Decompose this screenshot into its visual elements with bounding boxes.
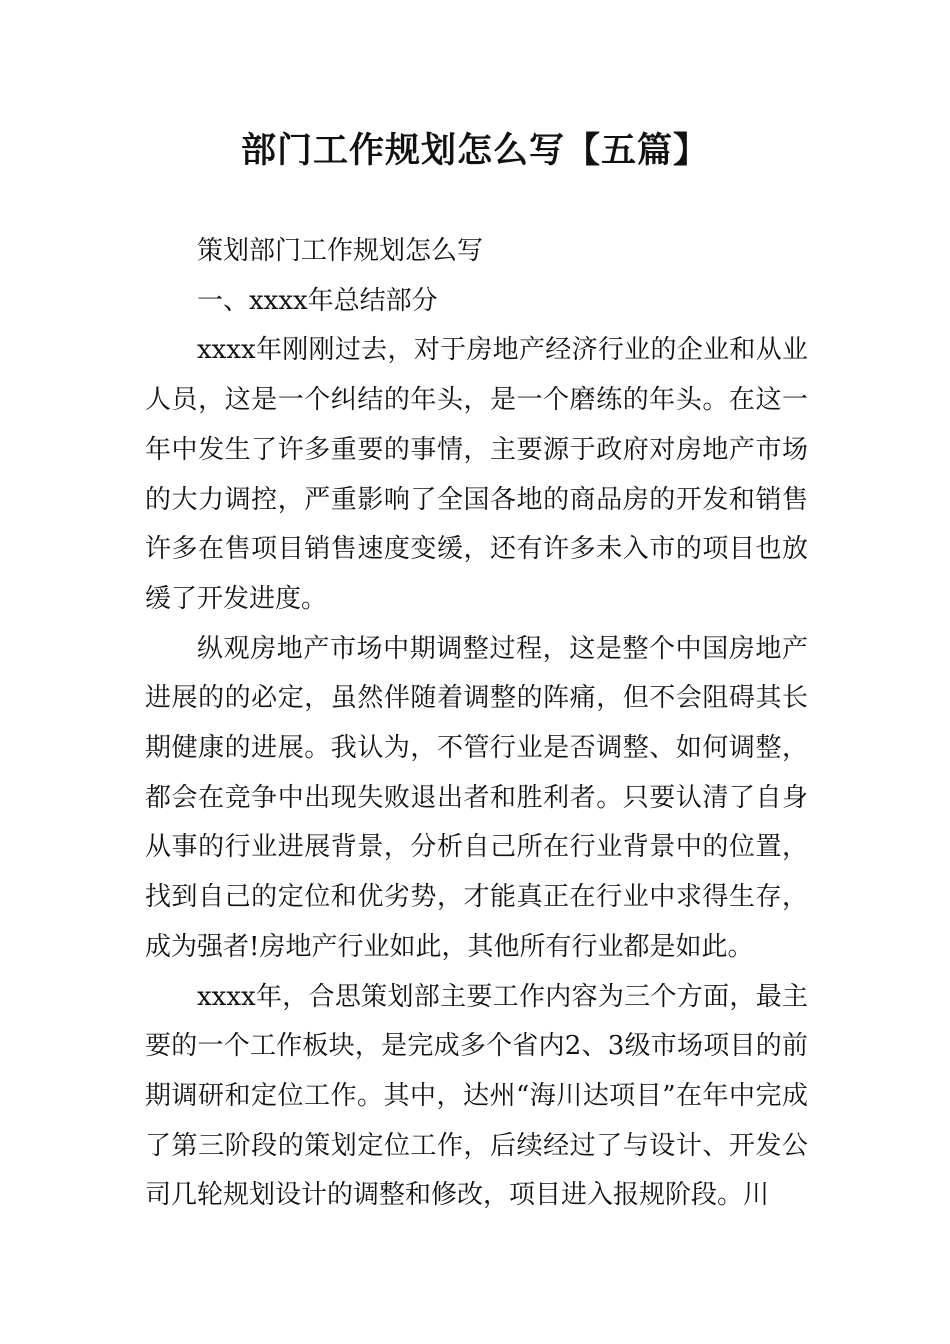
paragraph: xxxx年刚刚过去，对于房地产经济行业的企业和从业人员，这是一个纠结的年头，是一个磨练的年头。在这一年中发生了许多重要的事情，主要源于政府对房地产市场的大力调控，严重影响了全国各地的商品房的开发和销售许多在售项目销售速度变缓，还有许多未入市的项目也放缓了开发进度。	[145, 335, 808, 614]
section-heading: 策划部门工作规划怎么写	[197, 236, 484, 266]
subsection-heading: 一、xxxx年总结部分	[197, 285, 438, 316]
paragraph: xxxx年，合思策划部主要工作内容为三个方面，最主要的一个工作板块，是完成多个省内2、3级市场项目的前期调研和定位工作。其中，达州“海川达项目”在年中完成了第三阶段的策划定位工作，后续经过了与设计、开发公司几轮规划设计的调整和修改，项目进入报规阶段。川	[145, 981, 808, 1211]
document-body	[145, 227, 808, 1221]
paragraph: 纵观房地产市场中期调整过程，这是整个中国房地产进展的的必定，虽然伴随着调整的阵痛，但不会阻碍其长期健康的进展。我认为，不管行业是否调整、如何调整，都会在竞争中出现失败退出者和胜利者。只要认清了自身从事的行业进展背景，分析自己所在行业背景中的位置，找到自己的定位和优劣势，才能真正在行业中求得生存，成为强者!房地产行业如此，其他所有行业都是如此。	[145, 633, 808, 962]
document-title: 部门工作规划怎么写【五篇】	[240, 131, 709, 171]
